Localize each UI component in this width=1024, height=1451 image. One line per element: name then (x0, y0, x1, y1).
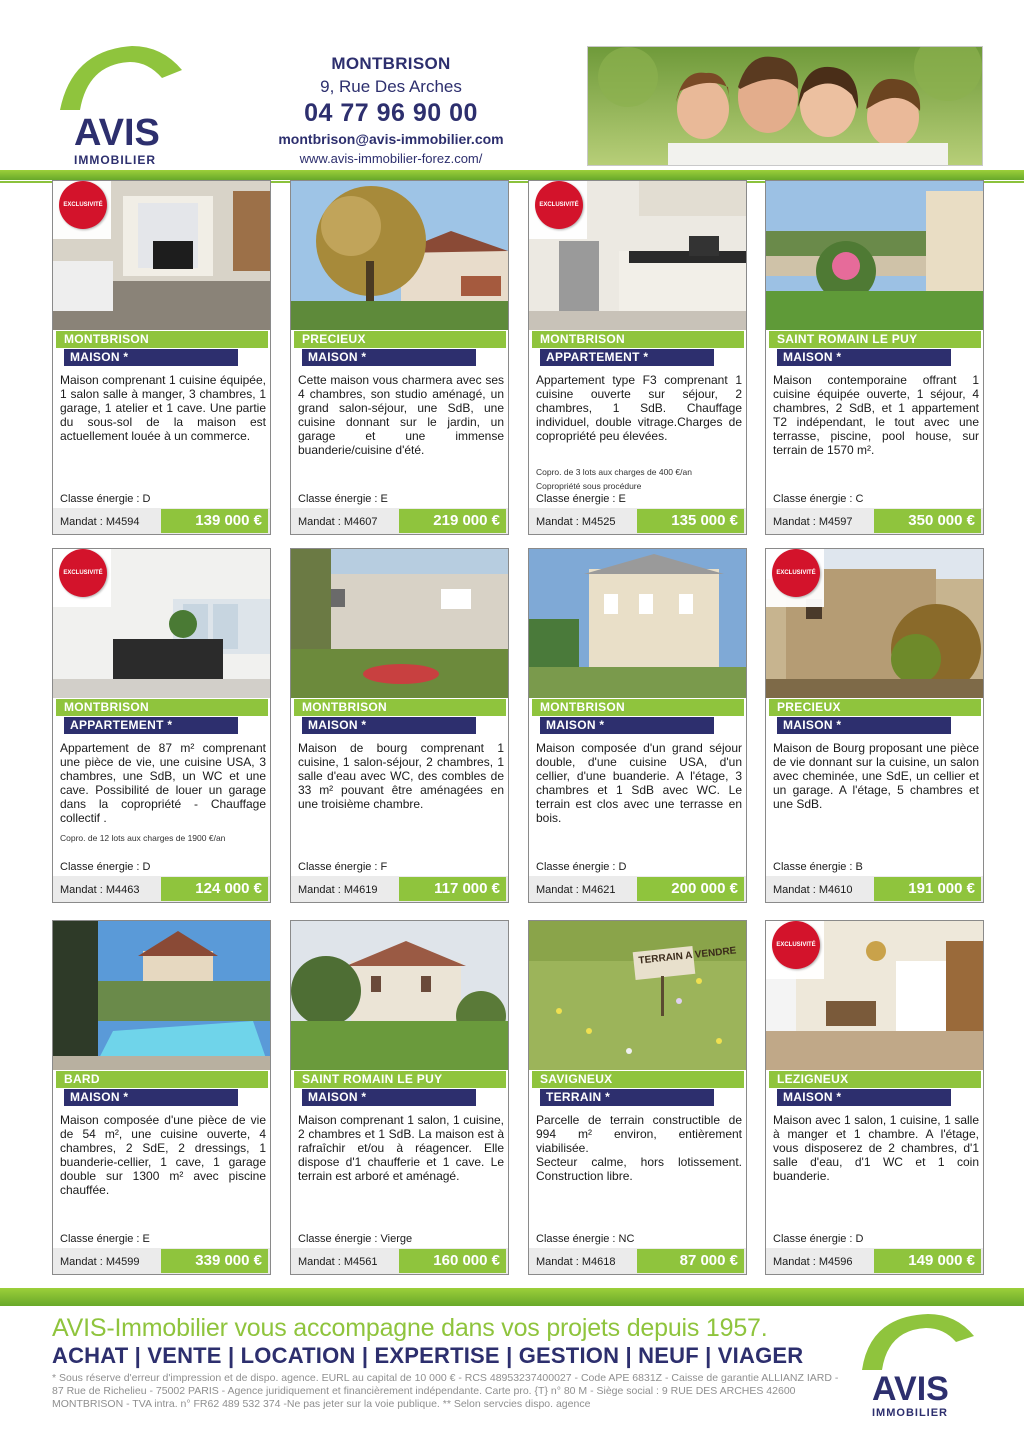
header-green-band (0, 170, 1024, 180)
listing-price: 191 000 € (874, 877, 981, 901)
footer-tagline: AVIS-Immobilier vous accompagne dans vos projets depuis 1957. (52, 1314, 768, 1342)
listing-description: Maison composée d'une pièce de vie de 54 m², une cuisine ouverte, 4 chambres, 2 SdE, 2 dressings, 1 buanderie-cellier, 1 cave, 1 garage double sur 1300 m² avec piscine chauffée. (60, 1113, 266, 1197)
listing-card[interactable] (290, 920, 509, 1275)
listing-description: Maison avec 1 salon, 1 cuisine, 1 salle à manger et 1 chambre. A l'étage, vous disposerez de 2 chambres, d'1 salle d'eau, d'1 WC et 1 coin buanderie. (773, 1113, 979, 1183)
listing-description: Maison composée d'un grand séjour double, d'une cuisine USA, d'un cellier, d'une buanderie. A l'étage, 3 chambres et 1 SdB avec WC. Le terrain est clos avec une terrasse en bois. (536, 741, 742, 825)
listing-photo (529, 921, 746, 1070)
listing-energy-class: Classe énergie : E (298, 493, 388, 505)
listing-type: MAISON * (64, 1089, 238, 1106)
listing-mandat: Mandat : M4597 (773, 516, 853, 528)
listing-energy-class: Classe énergie : E (60, 1233, 150, 1245)
listing-energy-class: Classe énergie : B (773, 861, 863, 873)
listing-description: Parcelle de terrain constructible de 994 m² environ, entièrement viabilisée. Secteur calme, hors lotissement. Construction libre. (536, 1113, 742, 1183)
listing-footer (766, 876, 983, 902)
listing-copro: Copro. de 3 lots aux charges de 400 €/an Copropriété sous procédure (536, 467, 692, 491)
exclusive-badge: EXCLUSIVITÉ (772, 549, 820, 597)
listing-photo (291, 181, 508, 330)
listing-energy-class: Classe énergie : F (298, 861, 388, 873)
listing-photo (53, 921, 270, 1070)
listing-mandat: Mandat : M4561 (298, 1256, 378, 1268)
exclusive-badge: EXCLUSIVITÉ (59, 181, 107, 229)
listing-type: APPARTEMENT * (64, 717, 238, 734)
listing-footer (529, 508, 746, 534)
listing-description: Maison comprenant 1 cuisine équipée, 1 salon salle à manger, 3 chambres, 1 garage, 1 atelier et 1 cave. Une partie du sous-sol de la maison est actuellement louée à un commerce. (60, 373, 266, 443)
listing-footer (291, 508, 508, 534)
listing-location: BARD (56, 1071, 268, 1088)
listing-energy-class: Classe énergie : D (60, 493, 151, 505)
listing-location: MONTBRISON (532, 699, 744, 716)
listing-photo (53, 181, 270, 330)
footer-legal-notice: * Sous réserve d'erreur d'impression et de dispo. agence. EURL au capital de 10 000 € - RCS 48953237400027 - Code APE 6831Z - Caisse de garantie ALLIANZ IARD - 87 Rue de Richelieu - 75002 PARIS - Agence juridiquement et financièrement indépendante. Carte pro. {T} n° 80 M - Siège social : 9 RUE DES ARCHES 42600 MONTBRISON - TVA intra. n° FR62 489 532 374 -Ne pas jeter sur la voie publique. ** Selon servcies dispo. agence (52, 1372, 839, 1410)
listing-price: 117 000 € (399, 877, 506, 901)
listing-mandat: Mandat : M4607 (298, 516, 378, 528)
listing-location: SAVIGNEUX (532, 1071, 744, 1088)
listing-card[interactable] (52, 548, 271, 903)
listing-description: Maison de Bourg proposant une pièce de vie donnant sur la cuisine, un salon avec cheminée, une SdE, un cellier et un garage. A l'étage, 5 chambres et une SdB. (773, 741, 979, 811)
listing-type: MAISON * (302, 1089, 476, 1106)
listing-mandat: Mandat : M4594 (60, 516, 140, 528)
listing-energy-class: Classe énergie : E (536, 493, 626, 505)
agency-city: MONTBRISON (331, 54, 451, 73)
listing-type: MAISON * (777, 1089, 951, 1106)
listing-mandat: Mandat : M4618 (536, 1256, 616, 1268)
listing-energy-class: Classe énergie : D (60, 861, 151, 873)
listing-photo (529, 549, 746, 698)
listing-energy-class: Classe énergie : D (773, 1233, 864, 1245)
listing-footer (766, 1248, 983, 1274)
exclusive-badge: EXCLUSIVITÉ (535, 181, 583, 229)
terrain-sign: TERRAIN A VENDRE (638, 945, 737, 967)
logo-text: AVIS (872, 1370, 949, 1408)
listing-card[interactable] (528, 548, 747, 903)
listing-mandat: Mandat : M4596 (773, 1256, 853, 1268)
listing-card[interactable] (52, 920, 271, 1275)
listing-type: APPARTEMENT * (540, 349, 714, 366)
listing-location: MONTBRISON (56, 331, 268, 348)
footer-green-band (0, 1288, 1024, 1306)
listing-footer (529, 876, 746, 902)
agency-street: 9, Rue Des Arches (320, 77, 462, 96)
listing-location: PRECIEUX (294, 331, 506, 348)
exclusive-badge: EXCLUSIVITÉ (59, 549, 107, 597)
listing-type: MAISON * (302, 717, 476, 734)
listing-mandat: Mandat : M4619 (298, 884, 378, 896)
listing-photo (291, 549, 508, 698)
listing-description: Maison comprenant 1 salon, 1 cuisine, 2 chambres et 1 SdB. La maison est à rafraîchir et/ou à réagencer. Elle dispose d'1 chaufferie et 1 cave. Le terrain est arboré et aménagé. (298, 1113, 504, 1183)
family-photo (587, 46, 983, 166)
listing-price: 200 000 € (637, 877, 744, 901)
listing-price: 219 000 € (399, 509, 506, 533)
listing-footer (291, 876, 508, 902)
listing-type: MAISON * (64, 349, 238, 366)
listing-price: 135 000 € (637, 509, 744, 533)
listing-card[interactable] (290, 180, 509, 535)
listing-price: 149 000 € (874, 1249, 981, 1273)
listing-location: MONTBRISON (532, 331, 744, 348)
listing-photo (766, 549, 983, 698)
listing-mandat: Mandat : M4599 (60, 1256, 140, 1268)
listing-mandat: Mandat : M4463 (60, 884, 140, 896)
listing-footer (53, 508, 270, 534)
listing-energy-class: Classe énergie : Vierge (298, 1233, 413, 1245)
listing-photo (766, 181, 983, 330)
page-header (0, 0, 1024, 182)
listing-energy-class: Classe énergie : D (536, 861, 627, 873)
agency-email[interactable]: montbrison@avis-immobilier.com (278, 131, 504, 147)
listing-location: SAINT ROMAIN LE PUY (294, 1071, 506, 1088)
footer-services: ACHAT | VENTE | LOCATION | EXPERTISE | GESTION | NEUF | VIAGER (52, 1343, 804, 1368)
listing-type: MAISON * (777, 349, 951, 366)
listing-price: 87 000 € (637, 1249, 744, 1273)
listing-footer (53, 876, 270, 902)
listing-location: SAINT ROMAIN LE PUY (769, 331, 981, 348)
agency-website[interactable]: www.avis-immobilier-forez.com/ (299, 151, 483, 166)
listing-photo (291, 921, 508, 1070)
listing-card[interactable] (765, 180, 984, 535)
listing-description: Appartement type F3 comprenant 1 cuisine ouverte sur séjour, 2 chambres, 1 SdB. Chauffage individuel, double vitrage.Charges de copropriété peu élevées. (536, 373, 742, 443)
listing-copro: Copro. de 12 lots aux charges de 1900 €/an (60, 833, 226, 843)
listing-energy-class: Classe énergie : C (773, 493, 864, 505)
exclusive-badge: EXCLUSIVITÉ (772, 921, 820, 969)
listing-mandat: Mandat : M4610 (773, 884, 853, 896)
listing-description: Cette maison vous charmera avec ses 4 chambres, son studio aménagé, un grand salon-séjour, une SdB, une cuisine donnant sur le jardin, un garage et une immense buanderie/cuisine d'été. (298, 373, 504, 457)
logo-subtext: IMMOBILIER (74, 153, 156, 167)
listing-location: LEZIGNEUX (769, 1071, 981, 1088)
listing-card[interactable] (52, 180, 271, 535)
listing-card[interactable] (765, 920, 984, 1275)
listing-card[interactable] (765, 548, 984, 903)
listing-price: 160 000 € (399, 1249, 506, 1273)
listing-mandat: Mandat : M4621 (536, 884, 616, 896)
listing-description: Maison de bourg comprenant 1 cuisine, 1 salon-séjour, 2 chambres, 1 salle d'eau avec WC, des combles de 33 m² pouvant être aménagées en une troisième chambre. (298, 741, 504, 811)
listing-description: Appartement de 87 m² comprenant une pièce de vie, une cuisine USA, 3 chambres, une SdB, un WC et une cave. Possibilité de louer un garage dans la copropriété - Chauffage collectif . (60, 741, 266, 825)
listing-price: 339 000 € (161, 1249, 268, 1273)
listing-price: 350 000 € (874, 509, 981, 533)
listing-mandat: Mandat : M4525 (536, 516, 616, 528)
agency-phone[interactable]: 04 77 96 90 00 (304, 99, 478, 127)
avis-logo (52, 40, 202, 170)
listing-photo (529, 181, 746, 330)
listing-card[interactable] (528, 920, 747, 1275)
logo-text: AVIS (74, 112, 160, 154)
listing-photo (766, 921, 983, 1070)
listing-price: 124 000 € (161, 877, 268, 901)
listing-location: MONTBRISON (56, 699, 268, 716)
listing-footer (53, 1248, 270, 1274)
listing-card[interactable] (290, 548, 509, 903)
listing-description: Maison contemporaine offrant 1 cuisine équipée ouverte, 1 séjour, 4 chambres, 2 SdB, et 1 appartement T2 indépendant, le tout avec une terrasse, piscine, pool house, sur terrain de 1570 m². (773, 373, 979, 457)
avis-logo-footer (858, 1310, 988, 1420)
listing-card[interactable] (528, 180, 747, 535)
listing-type: MAISON * (540, 717, 714, 734)
listing-type: MAISON * (777, 717, 951, 734)
listing-location: PRECIEUX (769, 699, 981, 716)
listing-footer (529, 1248, 746, 1274)
agency-contact (262, 54, 520, 166)
logo-subtext: IMMOBILIER (872, 1407, 948, 1419)
listing-type: TERRAIN * (540, 1089, 714, 1106)
listing-footer (291, 1248, 508, 1274)
listing-photo (53, 549, 270, 698)
listing-location: MONTBRISON (294, 699, 506, 716)
listing-energy-class: Classe énergie : NC (536, 1233, 635, 1245)
listing-price: 139 000 € (161, 509, 268, 533)
listing-footer (766, 508, 983, 534)
listing-type: MAISON * (302, 349, 476, 366)
